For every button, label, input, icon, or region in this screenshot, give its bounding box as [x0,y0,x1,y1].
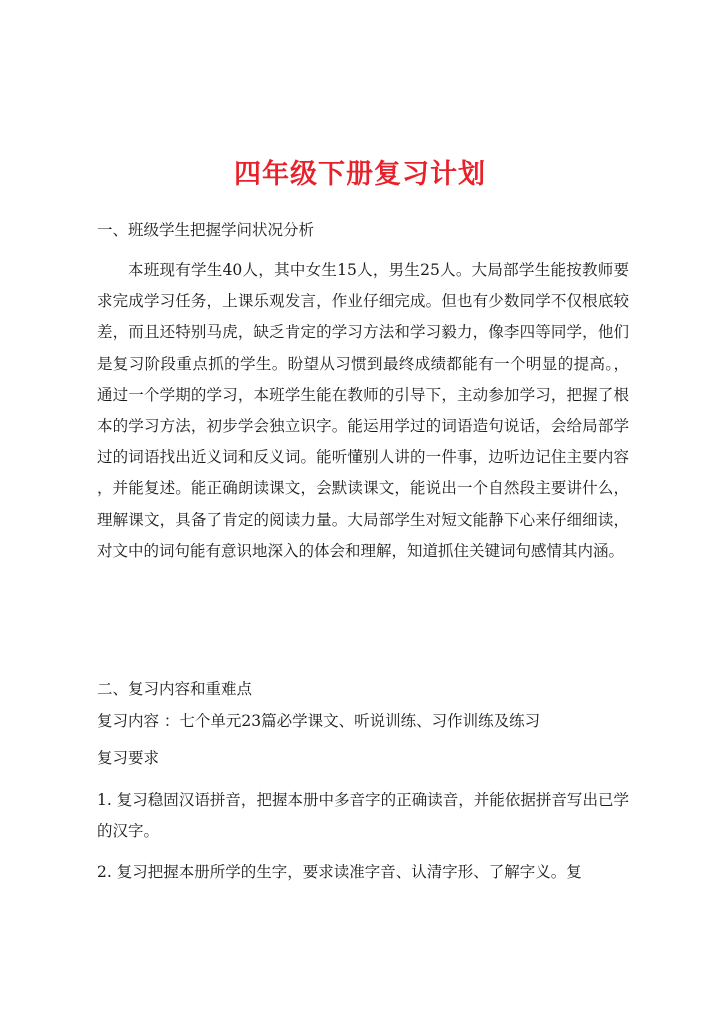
section-heading-analysis: 一、班级学生把握学问状况分析 [97,221,315,239]
review-content-line: 复习内容 ：七个单元23篇必学课文、听说训练、习作训练及练习 [97,712,541,730]
section-heading-review: 二、复习内容和重难点 [97,680,253,698]
document-title: 四年级下册复习计划 [234,159,486,190]
analysis-paragraph: 本班现有学生40人，其中女生15人，男生25人。大局部学生能按教师要求完成学习任务，上课乐观发言，作业仔细完成。但也有少数同学不仅根底较差，而且还特别马虎，缺乏肯定的学习方法和学习毅力，像李四等同学，他们是复习阶段重点抓的学生。盼望从习惯到最终成绩都能有一个明显的提高。，通过一个学期的学习，本班学生能在教师的引导下，主动参加学习，把握了根本的学习方法，初步学会独立识字。能运用学过的词语造句说话，会给局部学过的词语找出近义词和反义词。能听懂别人讲的一件事，边听边记住主要内容 ，并能复述。能正确朗读课文，会默读课文，能说出一个自然段主要讲什么，理解课文，具备了肯定的阅读力量。大局部学生对短文能静下心来仔细细读，对文中的词句能有意识地深入的体会和理解，知道抓住关键词句感情其内涵。 [97,261,629,560]
requirement-item-2: 2. 复习把握本册所学的生字，要求读准字音、认清字形、了解字义。复 [97,863,582,881]
review-requirements-heading: 复习要求 [97,749,160,767]
requirement-item-1: 1. 复习稳固汉语拼音，把握本册中多音字的正确读音，并能依据拼音写出已学的汉字。 [97,791,629,841]
